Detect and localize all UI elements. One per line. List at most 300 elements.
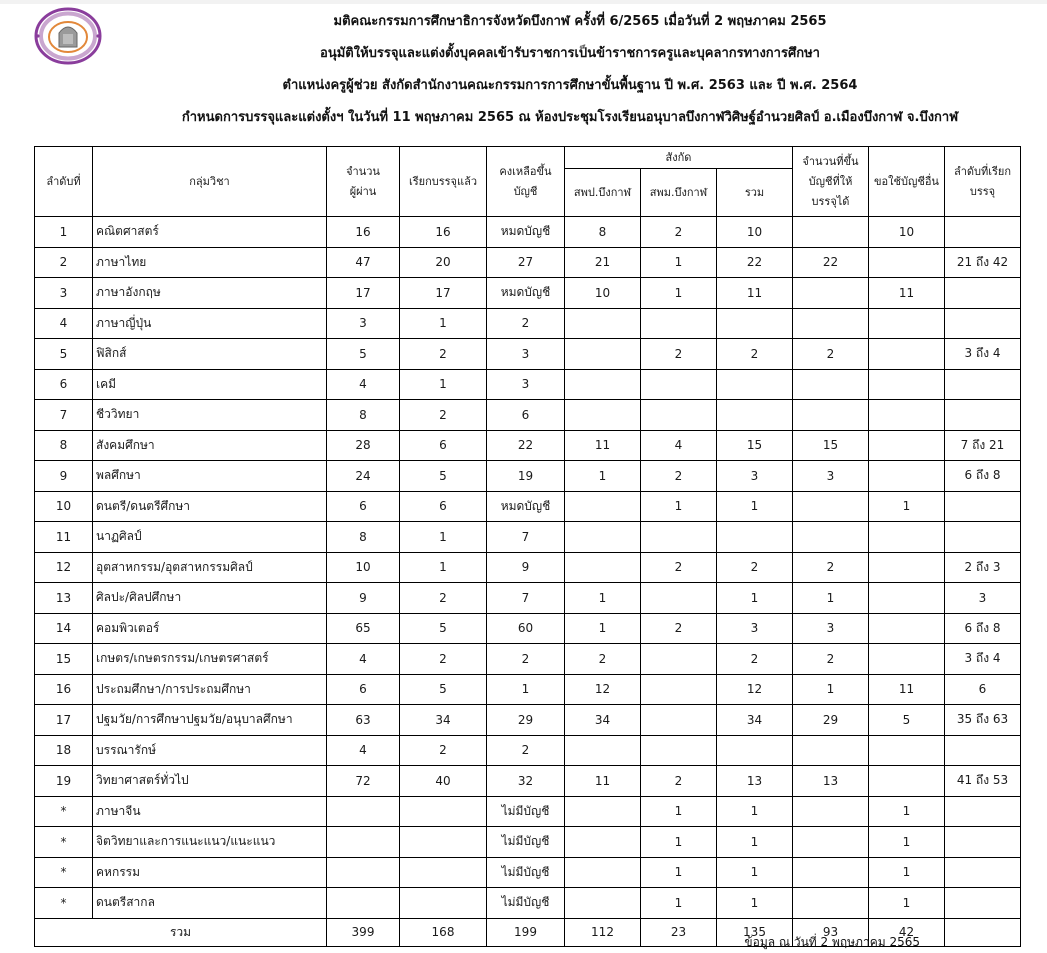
cell-spm: 2	[641, 461, 717, 492]
cell-spm: 2	[641, 613, 717, 644]
cell-call-order	[945, 796, 1021, 827]
cell-spp: 34	[565, 705, 641, 736]
header-eligible-line3: บรรจุได้	[811, 194, 850, 208]
table-row	[35, 217, 1021, 248]
cell-passed: 8	[327, 522, 400, 553]
total-other: 42	[869, 918, 945, 946]
cell-eligible	[793, 217, 869, 248]
cell-call-order: 6 ถึง 8	[945, 461, 1021, 492]
cell-remaining: 2	[487, 308, 565, 339]
header-remaining-line1: คงเหลือขึ้น	[499, 164, 552, 178]
table-row	[35, 613, 1021, 644]
cell-called: 16	[400, 217, 487, 248]
cell-remaining: ไม่มีบัญชี	[487, 888, 565, 919]
header-spp: สพป.บึงกาฬ	[565, 169, 641, 217]
cell-spp: 8	[565, 217, 641, 248]
cell-spm	[641, 522, 717, 553]
cell-sum: 22	[717, 247, 793, 278]
header-affiliation: สังกัด	[565, 147, 793, 169]
header-passed-line1: จำนวน	[346, 164, 380, 178]
cell-spm	[641, 705, 717, 736]
cell-passed	[327, 827, 400, 858]
title-line-3: ตำแหน่งครูผู้ช่วย สังกัดสำนักงานคณะกรรมการการศึกษาขั้นพื้นฐาน ปี พ.ศ. 2563 และ ปี พ.ศ. 2564	[282, 78, 858, 93]
cell-sum: 3	[717, 613, 793, 644]
cell-other-list: 1	[869, 888, 945, 919]
cell-call-order: 3 ถึง 4	[945, 339, 1021, 370]
cell-eligible	[793, 735, 869, 766]
cell-order: 1	[35, 217, 93, 248]
header-other-list: ขอใช้บัญชีอื่น	[869, 147, 945, 217]
cell-passed: 72	[327, 766, 400, 797]
cell-other-list	[869, 644, 945, 675]
cell-spm: 2	[641, 766, 717, 797]
table-row	[35, 247, 1021, 278]
cell-sum	[717, 522, 793, 553]
title-line-1: มติคณะกรรมการศึกษาธิการจังหวัดบึงกาฬ ครั้งที่ 6/2565 เมื่อวันที่ 2 พฤษภาคม 2565	[333, 14, 827, 29]
cell-other-list	[869, 369, 945, 400]
table-row	[35, 369, 1021, 400]
cell-called: 6	[400, 430, 487, 461]
cell-sum: 13	[717, 766, 793, 797]
cell-spp: 1	[565, 613, 641, 644]
cell-spp	[565, 369, 641, 400]
cell-spm	[641, 674, 717, 705]
cell-order: *	[35, 796, 93, 827]
cell-other-list	[869, 400, 945, 431]
cell-order: 3	[35, 278, 93, 309]
table-row	[35, 796, 1021, 827]
cell-subject: ดนตรีสากล	[93, 888, 327, 919]
table-row	[35, 888, 1021, 919]
cell-call-order: 6 ถึง 8	[945, 613, 1021, 644]
cell-subject: คอมพิวเตอร์	[93, 613, 327, 644]
cell-spm: 2	[641, 339, 717, 370]
cell-sum: 15	[717, 430, 793, 461]
cell-order: 19	[35, 766, 93, 797]
header-passed-line2: ผู้ผ่าน	[349, 184, 377, 198]
cell-called	[400, 796, 487, 827]
cell-spm: 2	[641, 552, 717, 583]
cell-sum	[717, 369, 793, 400]
cell-passed: 24	[327, 461, 400, 492]
provincial-education-seal-icon	[34, 7, 102, 65]
cell-order: 15	[35, 644, 93, 675]
cell-called: 1	[400, 552, 487, 583]
cell-order: 7	[35, 400, 93, 431]
cell-remaining: 9	[487, 552, 565, 583]
cell-called	[400, 857, 487, 888]
total-called: 168	[400, 918, 487, 946]
table-row	[35, 552, 1021, 583]
cell-subject: นาฏศิลป์	[93, 522, 327, 553]
cell-remaining: 60	[487, 613, 565, 644]
cell-subject: ภาษาจีน	[93, 796, 327, 827]
cell-order: 4	[35, 308, 93, 339]
cell-call-order	[945, 369, 1021, 400]
header-eligible-line1: จำนวนที่ขึ้น	[802, 154, 859, 168]
cell-remaining: 3	[487, 369, 565, 400]
cell-called: 5	[400, 674, 487, 705]
cell-passed: 6	[327, 491, 400, 522]
cell-order: *	[35, 857, 93, 888]
cell-order: 8	[35, 430, 93, 461]
cell-passed: 17	[327, 278, 400, 309]
cell-eligible: 2	[793, 644, 869, 675]
cell-remaining: 6	[487, 400, 565, 431]
cell-sum: 34	[717, 705, 793, 736]
cell-spm: 1	[641, 491, 717, 522]
cell-eligible: 2	[793, 339, 869, 370]
cell-called: 2	[400, 339, 487, 370]
cell-subject: พลศึกษา	[93, 461, 327, 492]
title-line-4: กำหนดการบรรจุและแต่งตั้งฯ ในวันที่ 11 พฤษภาคม 2565 ณ ห้องประชุมโรงเรียนอนุบาลบึงกาฬวิศิษฐ์อำนวยศิลป์ อ.เมืองบึงกาฬ จ.บึงกาฬ	[181, 110, 959, 125]
total-spm: 23	[641, 918, 717, 946]
cell-remaining: 7	[487, 583, 565, 614]
cell-remaining: 32	[487, 766, 565, 797]
cell-call-order	[945, 400, 1021, 431]
cell-spp	[565, 827, 641, 858]
title-line-2: อนุมัติให้บรรจุและแต่งตั้งบุคคลเข้ารับราชการเป็นข้าราชการครูและบุคลากรทางการศึกษา	[320, 46, 820, 61]
cell-sum: 1	[717, 857, 793, 888]
total-remaining: 199	[487, 918, 565, 946]
cell-other-list	[869, 735, 945, 766]
header-eligible-line2: บัญชีที่ให้	[808, 174, 853, 188]
cell-order: 16	[35, 674, 93, 705]
cell-sum	[717, 308, 793, 339]
cell-passed: 5	[327, 339, 400, 370]
cell-subject: ภาษาไทย	[93, 247, 327, 278]
cell-called: 1	[400, 308, 487, 339]
cell-remaining: 7	[487, 522, 565, 553]
cell-call-order	[945, 491, 1021, 522]
cell-called: 1	[400, 522, 487, 553]
cell-eligible: 29	[793, 705, 869, 736]
cell-eligible: 13	[793, 766, 869, 797]
cell-eligible	[793, 888, 869, 919]
cell-sum: 1	[717, 491, 793, 522]
cell-sum: 1	[717, 796, 793, 827]
cell-spp: 1	[565, 583, 641, 614]
total-spp: 112	[565, 918, 641, 946]
cell-remaining: หมดบัญชี	[487, 217, 565, 248]
table-row	[35, 461, 1021, 492]
cell-eligible	[793, 522, 869, 553]
table-row	[35, 644, 1021, 675]
cell-other-list: 10	[869, 217, 945, 248]
cell-called: 2	[400, 735, 487, 766]
cell-subject: ชีววิทยา	[93, 400, 327, 431]
total-passed: 399	[327, 918, 400, 946]
cell-spp	[565, 522, 641, 553]
cell-spp	[565, 552, 641, 583]
cell-eligible: 1	[793, 674, 869, 705]
cell-other-list	[869, 613, 945, 644]
cell-spp	[565, 888, 641, 919]
cell-passed: 9	[327, 583, 400, 614]
cell-order: 12	[35, 552, 93, 583]
header-remaining-line2: บัญชี	[513, 184, 538, 198]
cell-eligible	[793, 278, 869, 309]
cell-call-order	[945, 278, 1021, 309]
cell-remaining: 29	[487, 705, 565, 736]
cell-remaining: 2	[487, 644, 565, 675]
total-sum: 135	[717, 918, 793, 946]
table-row	[35, 705, 1021, 736]
cell-spm: 1	[641, 857, 717, 888]
cell-eligible	[793, 491, 869, 522]
cell-call-order	[945, 217, 1021, 248]
cell-remaining: 1	[487, 674, 565, 705]
cell-spm	[641, 735, 717, 766]
table-row	[35, 308, 1021, 339]
table-row	[35, 522, 1021, 553]
cell-remaining: หมดบัญชี	[487, 491, 565, 522]
cell-spm	[641, 583, 717, 614]
cell-eligible: 15	[793, 430, 869, 461]
table-row	[35, 583, 1021, 614]
top-bar	[0, 0, 1047, 4]
cell-passed: 16	[327, 217, 400, 248]
cell-passed: 3	[327, 308, 400, 339]
table-row	[35, 400, 1021, 431]
cell-sum: 11	[717, 278, 793, 309]
cell-spp: 11	[565, 766, 641, 797]
cell-called	[400, 888, 487, 919]
cell-subject: ปฐมวัย/การศึกษาปฐมวัย/อนุบาลศึกษา	[93, 705, 327, 736]
cell-called: 2	[400, 400, 487, 431]
cell-call-order: 3 ถึง 4	[945, 644, 1021, 675]
cell-spm: 2	[641, 217, 717, 248]
cell-passed: 4	[327, 369, 400, 400]
cell-other-list: 11	[869, 674, 945, 705]
header-spm: สพม.บึงกาฬ	[641, 169, 717, 217]
cell-spm: 1	[641, 247, 717, 278]
cell-call-order: 6	[945, 674, 1021, 705]
cell-other-list	[869, 552, 945, 583]
cell-call-order: 3	[945, 583, 1021, 614]
table-row	[35, 735, 1021, 766]
cell-remaining: ไม่มีบัญชี	[487, 857, 565, 888]
data-as-of-note: ข้อมูล ณ วันที่ 2 พฤษภาคม 2565	[744, 935, 920, 949]
cell-passed: 65	[327, 613, 400, 644]
cell-spp: 2	[565, 644, 641, 675]
cell-sum: 2	[717, 339, 793, 370]
cell-passed: 63	[327, 705, 400, 736]
table-row	[35, 827, 1021, 858]
cell-spm: 1	[641, 888, 717, 919]
cell-spm	[641, 644, 717, 675]
cell-spp: 12	[565, 674, 641, 705]
cell-subject: เกษตร/เกษตรกรรม/เกษตรศาสตร์	[93, 644, 327, 675]
cell-other-list	[869, 308, 945, 339]
cell-call-order: 21 ถึง 42	[945, 247, 1021, 278]
cell-subject: ภาษาญี่ปุ่น	[93, 308, 327, 339]
cell-sum: 1	[717, 888, 793, 919]
cell-call-order: 35 ถึง 63	[945, 705, 1021, 736]
cell-spp: 11	[565, 430, 641, 461]
cell-other-list	[869, 339, 945, 370]
cell-sum: 3	[717, 461, 793, 492]
cell-remaining: 19	[487, 461, 565, 492]
cell-spp: 21	[565, 247, 641, 278]
cell-subject: ฟิสิกส์	[93, 339, 327, 370]
total-label: รวม	[35, 918, 327, 946]
cell-eligible	[793, 827, 869, 858]
cell-eligible: 3	[793, 613, 869, 644]
placement-table	[34, 146, 1021, 947]
cell-spp: 10	[565, 278, 641, 309]
cell-passed: 28	[327, 430, 400, 461]
cell-passed	[327, 857, 400, 888]
cell-other-list: 1	[869, 796, 945, 827]
cell-spp	[565, 339, 641, 370]
cell-spm: 1	[641, 278, 717, 309]
cell-passed: 4	[327, 735, 400, 766]
cell-called: 34	[400, 705, 487, 736]
total-eligible: 93	[793, 918, 869, 946]
table-row	[35, 339, 1021, 370]
cell-call-order: 7 ถึง 21	[945, 430, 1021, 461]
cell-spp	[565, 308, 641, 339]
cell-called: 5	[400, 613, 487, 644]
cell-called: 1	[400, 369, 487, 400]
cell-subject: ประถมศึกษา/การประถมศึกษา	[93, 674, 327, 705]
cell-remaining: 27	[487, 247, 565, 278]
cell-passed: 8	[327, 400, 400, 431]
cell-subject: คหกรรม	[93, 857, 327, 888]
cell-passed: 47	[327, 247, 400, 278]
cell-call-order	[945, 857, 1021, 888]
cell-sum	[717, 400, 793, 431]
cell-eligible: 2	[793, 552, 869, 583]
cell-called: 5	[400, 461, 487, 492]
cell-spp	[565, 400, 641, 431]
cell-order: 2	[35, 247, 93, 278]
cell-order: 11	[35, 522, 93, 553]
cell-call-order	[945, 735, 1021, 766]
cell-subject: ดนตรี/ดนตรีศึกษา	[93, 491, 327, 522]
cell-subject: เคมี	[93, 369, 327, 400]
cell-sum: 2	[717, 644, 793, 675]
cell-order: 9	[35, 461, 93, 492]
cell-spp	[565, 491, 641, 522]
cell-spp	[565, 796, 641, 827]
cell-subject: ภาษาอังกฤษ	[93, 278, 327, 309]
cell-passed: 10	[327, 552, 400, 583]
table-row	[35, 278, 1021, 309]
cell-eligible	[793, 369, 869, 400]
cell-spp	[565, 735, 641, 766]
cell-passed: 6	[327, 674, 400, 705]
cell-remaining: 22	[487, 430, 565, 461]
cell-order: 6	[35, 369, 93, 400]
cell-remaining: ไม่มีบัญชี	[487, 796, 565, 827]
header-call-order-line1: ลำดับที่เรียก	[953, 164, 1012, 178]
cell-spp: 1	[565, 461, 641, 492]
cell-called: 2	[400, 644, 487, 675]
cell-remaining: 3	[487, 339, 565, 370]
cell-other-list: 1	[869, 827, 945, 858]
cell-order: 18	[35, 735, 93, 766]
cell-order: *	[35, 888, 93, 919]
cell-remaining: หมดบัญชี	[487, 278, 565, 309]
table-row	[35, 674, 1021, 705]
cell-subject: จิตวิทยาและการแนะแนว/แนะแนว	[93, 827, 327, 858]
header-subject: กลุ่มวิชา	[93, 147, 327, 217]
cell-eligible: 22	[793, 247, 869, 278]
cell-call-order	[945, 308, 1021, 339]
cell-order: *	[35, 827, 93, 858]
cell-spm: 4	[641, 430, 717, 461]
cell-eligible	[793, 400, 869, 431]
cell-sum	[717, 735, 793, 766]
cell-order: 10	[35, 491, 93, 522]
cell-other-list: 1	[869, 857, 945, 888]
header-sum: รวม	[717, 169, 793, 217]
cell-spm	[641, 369, 717, 400]
cell-sum: 1	[717, 583, 793, 614]
cell-eligible: 3	[793, 461, 869, 492]
cell-other-list	[869, 461, 945, 492]
header-called: เรียกบรรจุแล้ว	[400, 147, 487, 217]
cell-spm	[641, 308, 717, 339]
cell-order: 13	[35, 583, 93, 614]
header-order: ลำดับที่	[35, 147, 93, 217]
cell-sum: 1	[717, 827, 793, 858]
cell-call-order	[945, 522, 1021, 553]
cell-remaining: 2	[487, 735, 565, 766]
cell-called	[400, 827, 487, 858]
cell-spm	[641, 400, 717, 431]
table-row	[35, 491, 1021, 522]
cell-call-order: 2 ถึง 3	[945, 552, 1021, 583]
cell-other-list	[869, 583, 945, 614]
cell-eligible	[793, 857, 869, 888]
cell-call-order	[945, 888, 1021, 919]
cell-remaining: ไม่มีบัญชี	[487, 827, 565, 858]
header-remaining	[487, 147, 565, 217]
cell-other-list	[869, 766, 945, 797]
cell-order: 14	[35, 613, 93, 644]
cell-subject: อุตสาหกรรม/อุตสาหกรรมศิลป์	[93, 552, 327, 583]
cell-called: 17	[400, 278, 487, 309]
table-row	[35, 430, 1021, 461]
cell-passed	[327, 888, 400, 919]
cell-order: 5	[35, 339, 93, 370]
cell-other-list	[869, 247, 945, 278]
cell-other-list: 11	[869, 278, 945, 309]
cell-spp	[565, 857, 641, 888]
cell-other-list: 1	[869, 491, 945, 522]
cell-spm: 1	[641, 827, 717, 858]
cell-passed	[327, 796, 400, 827]
cell-subject: คณิตศาสตร์	[93, 217, 327, 248]
table-row	[35, 766, 1021, 797]
cell-subject: ศิลปะ/ศิลปศึกษา	[93, 583, 327, 614]
cell-subject: สังคมศึกษา	[93, 430, 327, 461]
header-call-order	[945, 147, 1021, 217]
table-row	[35, 857, 1021, 888]
cell-sum: 10	[717, 217, 793, 248]
cell-called: 20	[400, 247, 487, 278]
header-eligible	[793, 147, 869, 217]
cell-call-order	[945, 827, 1021, 858]
cell-subject: บรรณารักษ์	[93, 735, 327, 766]
cell-call-order: 41 ถึง 53	[945, 766, 1021, 797]
cell-order: 17	[35, 705, 93, 736]
cell-eligible: 1	[793, 583, 869, 614]
cell-sum: 2	[717, 552, 793, 583]
